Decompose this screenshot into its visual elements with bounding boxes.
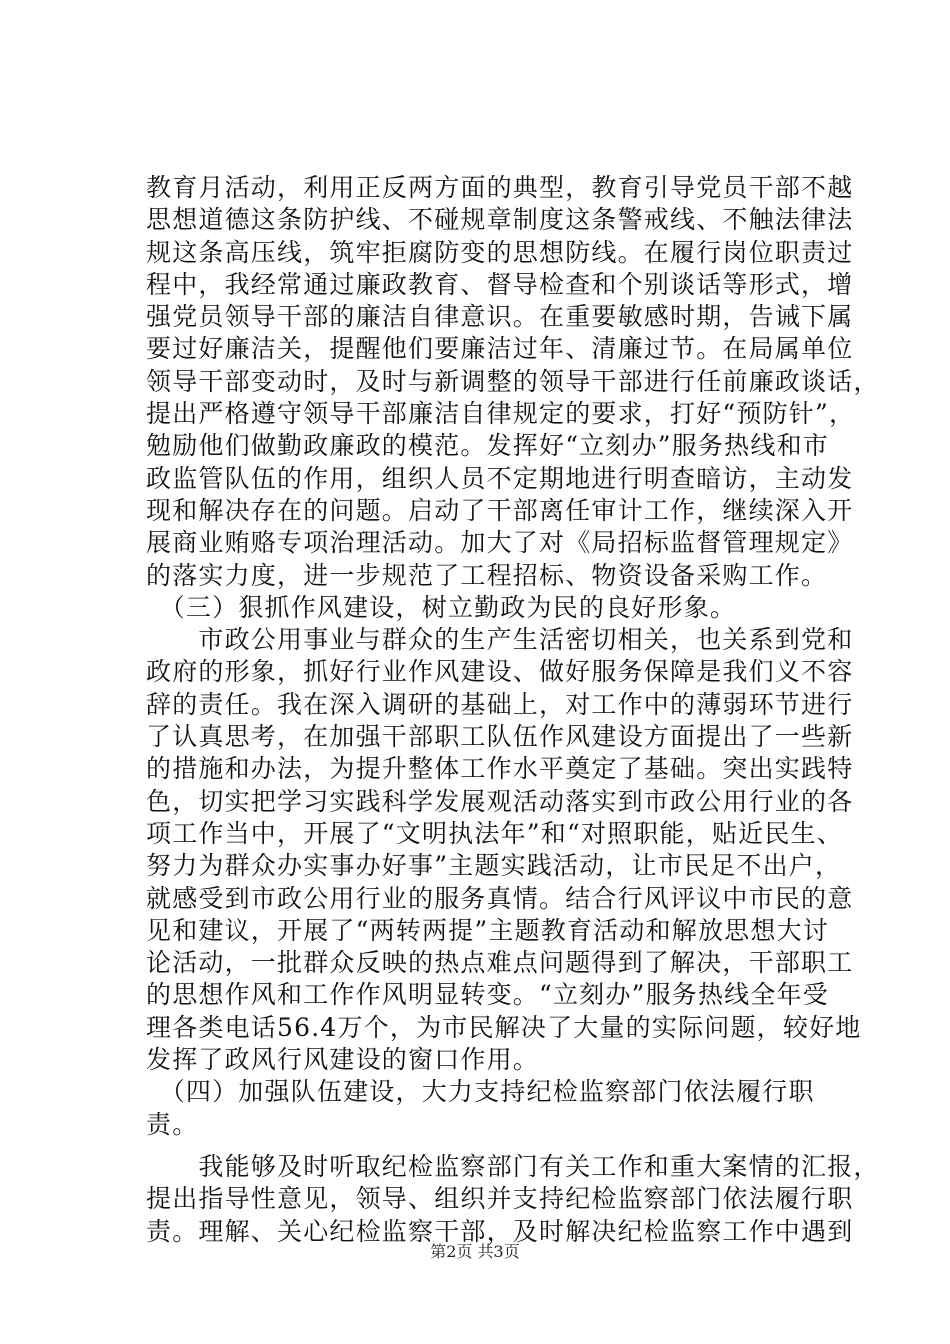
text-line: 要过好廉洁关，提醒他们要廉洁过年、清廉过节。在局属单位 bbox=[146, 334, 854, 364]
text-line: 色，切实把学习实践科学发展观活动落实到市政公用行业的各 bbox=[146, 786, 854, 816]
text-line: 理各类电话56.4万个，为市民解决了大量的实际问题，较好地 bbox=[146, 1012, 862, 1042]
text-line: 程中，我经常通过廉政教育、督导检查和个别谈话等形式，增 bbox=[146, 269, 854, 299]
text-line: 就感受到市政公用行业的服务真情。结合行风评议中市民的意 bbox=[146, 883, 854, 913]
text-line: 项工作当中，开展了“文明执法年”和“对照职能，贴近民生、 bbox=[146, 818, 843, 848]
text-line: 的措施和办法，为提升整体工作水平奠定了基础。突出实践特 bbox=[146, 754, 854, 784]
text-line: 政监管队伍的作用，组织人员不定期地进行明查暗访，主动发 bbox=[146, 463, 854, 493]
page-number: 第2页 共3页 bbox=[430, 1242, 520, 1261]
text-line: 强党员领导干部的廉洁自律意识。在重要敏感时期，告诫下属 bbox=[146, 302, 854, 332]
section-heading: （三）狠抓作风建设，树立勤政为民的良好形象。 bbox=[146, 592, 737, 622]
text-line: 现和解决存在的问题。启动了干部离任审计工作，继续深入开 bbox=[146, 495, 854, 525]
text-line: 思想道德这条防护线、不碰规章制度这条警戒线、不触法律法 bbox=[146, 205, 854, 235]
text-line: 政府的形象，抓好行业作风建设、做好服务保障是我们义不容 bbox=[146, 657, 854, 687]
text-line: 提出严格遵守领导干部廉洁自律规定的要求，打好“预防针”， bbox=[146, 399, 856, 429]
text-line: 论活动，一批群众反映的热点难点问题得到了解决，干部职工 bbox=[146, 948, 854, 978]
body-text bbox=[146, 172, 880, 1248]
section-heading-continued: 责。 bbox=[146, 1109, 199, 1139]
text-line: 努力为群众办实事办好事”主题实践活动，让市民足不出户， bbox=[146, 851, 842, 881]
text-line: 的落实力度，进一步规范了工程招标、物资设备采购工作。 bbox=[146, 560, 828, 590]
text-line: 规这条高压线，筑牢拒腐防变的思想防线。在履行岗位职责过 bbox=[146, 237, 854, 267]
text-line: 的思想作风和工作作风明显转变。“立刻办”服务热线全年受 bbox=[146, 980, 829, 1010]
text-line: 市政公用事业与群众的生产生活密切相关，也关系到党和 bbox=[146, 625, 854, 655]
section-heading: （四）加强队伍建设，大力支持纪检监察部门依法履行职 bbox=[146, 1077, 815, 1107]
text-line: 展商业贿赂专项治理活动。加大了对《局招标监督管理规定》 bbox=[146, 528, 854, 558]
text-line: 发挥了政风行风建设的窗口作用。 bbox=[146, 1045, 540, 1075]
text-line: 提出指导性意见，领导、组织并支持纪检监察部门依法履行职 bbox=[146, 1184, 854, 1214]
text-line: 责。理解、关心纪检监察干部，及时解决纪检监察工作中遇到 bbox=[146, 1216, 854, 1246]
text-line: 勉励他们做勤政廉政的模范。发挥好“立刻办”服务热线和市 bbox=[146, 431, 829, 461]
text-line: 辞的责任。我在深入调研的基础上，对工作中的薄弱环节进行 bbox=[146, 689, 854, 719]
text-line: 领导干部变动时，及时与新调整的领导干部进行任前廉政谈话， bbox=[146, 366, 880, 396]
text-line: 见和建议，开展了“两转两提”主题教育活动和解放思想大讨 bbox=[146, 915, 829, 945]
text-line: 教育月活动，利用正反两方面的典型，教育引导党员干部不越 bbox=[146, 173, 854, 202]
text-line: 了认真思考，在加强干部职工队伍作风建设方面提出了一些新 bbox=[146, 722, 854, 752]
text-line: 我能够及时听取纪检监察部门有关工作和重大案情的汇报， bbox=[146, 1151, 880, 1181]
paragraph-spacer bbox=[146, 1141, 830, 1151]
